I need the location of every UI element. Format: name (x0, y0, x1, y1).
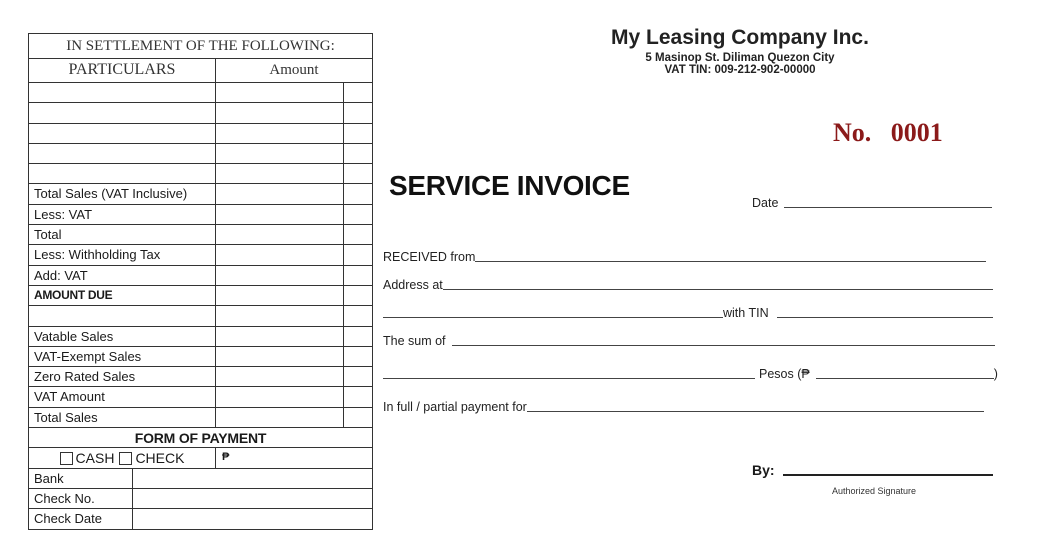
payment-for-field[interactable] (527, 411, 984, 412)
bank-field[interactable] (133, 469, 372, 488)
settlement-table-header (29, 58, 372, 82)
company-address: 5 Masinop St. Diliman Quezon City (645, 52, 835, 64)
cash-checkbox[interactable] (60, 452, 73, 465)
payment-for-label: In full / partial payment for (383, 400, 527, 414)
cents-cell[interactable] (344, 266, 372, 285)
company-header (560, 26, 920, 76)
pesos-label: Pesos (₱ (759, 367, 810, 381)
summary-row-zero-rated-sales (29, 366, 372, 386)
summary-row-amount-due (29, 285, 372, 305)
summary-row-less-vat (29, 204, 372, 224)
amount-cell[interactable] (216, 164, 344, 183)
cents-cell[interactable] (344, 387, 372, 406)
amount-cell[interactable] (216, 103, 344, 122)
summary-label: Less: Withholding Tax (29, 245, 216, 264)
received-from-label: RECEIVED from (383, 250, 476, 264)
check-no-field[interactable] (133, 489, 372, 508)
summary-label: VAT Amount (29, 387, 216, 406)
summary-row-total (29, 224, 372, 244)
received-from-field[interactable] (475, 261, 986, 262)
summary-row-vat-amount (29, 386, 372, 406)
pesos-group (383, 367, 998, 381)
address-group (383, 278, 993, 292)
cents-cell[interactable] (344, 408, 372, 427)
summary-row-vatable-sales (29, 326, 372, 346)
invoice-number: No. 0001 (833, 118, 943, 147)
by-label: By: (752, 462, 775, 478)
amount-cell[interactable] (216, 408, 344, 427)
sum-in-words-continued-field[interactable] (383, 378, 755, 379)
cents-cell[interactable] (344, 184, 372, 203)
amount-cell[interactable] (216, 266, 344, 285)
form-of-payment-header (29, 427, 372, 447)
summary-row-blank (29, 305, 372, 325)
company-vat-tin: VAT TIN: 009-212-902-00000 (664, 64, 816, 76)
check-date-row (29, 508, 372, 528)
sum-in-words-field[interactable] (452, 345, 995, 346)
cents-cell[interactable] (344, 225, 372, 244)
amount-cell[interactable] (216, 387, 344, 406)
amount-cell[interactable] (216, 367, 344, 386)
summary-label (29, 306, 216, 325)
signature-field[interactable] (783, 474, 993, 476)
company-name: My Leasing Company Inc. (611, 26, 869, 49)
summary-label: VAT-Exempt Sales (29, 347, 216, 366)
particulars-cell[interactable] (29, 144, 216, 163)
payment-method-options (29, 448, 216, 467)
particulars-cell[interactable] (29, 103, 216, 122)
column-header-amount: Amount (269, 62, 319, 78)
bank-row (29, 468, 372, 488)
settlement-title-text: IN SETTLEMENT OF THE FOLLOWING: (66, 37, 335, 54)
cents-cell[interactable] (344, 103, 372, 122)
particulars-row-blank (29, 102, 372, 122)
date-label: Date (752, 196, 779, 210)
particulars-row-blank (29, 163, 372, 183)
particulars-cell[interactable] (29, 124, 216, 143)
column-header-particulars: PARTICULARS (29, 59, 216, 82)
address-label: Address at (383, 278, 443, 292)
signature-group (752, 462, 993, 478)
cents-cell[interactable] (344, 124, 372, 143)
summary-label: Total Sales (29, 408, 216, 427)
cents-cell[interactable] (344, 164, 372, 183)
summary-label: Total Sales (VAT Inclusive) (29, 184, 216, 203)
amount-cell[interactable] (216, 327, 344, 346)
amount-cell[interactable] (216, 124, 344, 143)
amount-cell[interactable] (216, 286, 344, 305)
check-option[interactable] (119, 450, 184, 466)
cents-cell[interactable] (344, 367, 372, 386)
amount-cell[interactable] (216, 144, 344, 163)
amount-cell[interactable] (216, 347, 344, 366)
amount-cell[interactable] (216, 184, 344, 203)
summary-label: Less: VAT (29, 205, 216, 224)
date-field-group (752, 196, 992, 210)
amount-cell[interactable] (216, 205, 344, 224)
settlement-table (28, 33, 373, 530)
particulars-cell[interactable] (29, 164, 216, 183)
amount-cell[interactable] (216, 306, 344, 325)
sum-group (383, 334, 995, 348)
payment-amount-cell[interactable] (216, 448, 372, 467)
summary-row-total-sales (29, 407, 372, 427)
amount-cell[interactable] (216, 83, 344, 102)
particulars-row-blank (29, 143, 372, 163)
form-of-payment-title: FORM OF PAYMENT (134, 429, 267, 446)
check-date-field[interactable] (133, 509, 372, 528)
date-field[interactable] (784, 207, 992, 208)
particulars-cell[interactable] (29, 83, 216, 102)
check-checkbox[interactable] (119, 452, 132, 465)
settlement-table-title (29, 34, 372, 58)
cents-cell[interactable] (344, 245, 372, 264)
cash-label: CASH (75, 449, 115, 466)
pesos-close-paren: ) (993, 367, 998, 381)
summary-label: Add: VAT (29, 266, 216, 285)
particulars-row-blank (29, 82, 372, 102)
cents-cell[interactable] (344, 144, 372, 163)
cents-cell[interactable] (344, 83, 372, 102)
address-field[interactable] (443, 289, 993, 290)
summary-row-vat-exempt-sales (29, 346, 372, 366)
summary-row-less-withholding-tax (29, 244, 372, 264)
tin-group (383, 306, 993, 320)
summary-label: Zero Rated Sales (29, 367, 216, 386)
payment-method-row (29, 447, 372, 467)
amount-cell[interactable] (216, 245, 344, 264)
particulars-row-blank (29, 123, 372, 143)
cents-cell[interactable] (344, 286, 372, 305)
cash-option[interactable] (60, 450, 115, 466)
with-tin-label: with TIN (723, 306, 769, 320)
authorized-signature-caption: Authorized Signature (832, 486, 917, 496)
peso-sign-icon: ₱ (222, 451, 230, 464)
cents-cell[interactable] (344, 327, 372, 346)
payment-for-group (383, 400, 984, 414)
check-date-label: Check Date (29, 509, 133, 528)
summary-label: Vatable Sales (29, 327, 216, 346)
summary-row-total-sales-vat-inclusive (29, 183, 372, 203)
address-continued-field[interactable] (383, 317, 723, 318)
check-no-label: Check No. (29, 489, 133, 508)
bank-label: Bank (29, 469, 133, 488)
cents-cell[interactable] (344, 205, 372, 224)
cents-cell[interactable] (344, 347, 372, 366)
check-label: CHECK (135, 449, 185, 466)
invoice-title: SERVICE INVOICE (389, 170, 630, 201)
summary-row-add-vat (29, 265, 372, 285)
check-no-row (29, 488, 372, 508)
received-from-group (383, 250, 986, 264)
summary-label: AMOUNT DUE (29, 286, 216, 305)
summary-label: Total (29, 225, 216, 244)
tin-field[interactable] (777, 317, 993, 318)
cents-cell[interactable] (344, 306, 372, 325)
pesos-amount-field[interactable] (816, 378, 994, 379)
sum-label: The sum of (383, 334, 446, 348)
amount-cell[interactable] (216, 225, 344, 244)
